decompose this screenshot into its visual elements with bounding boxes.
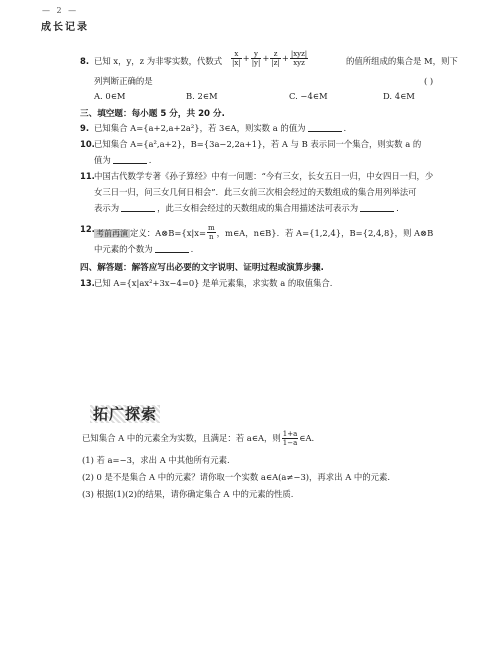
question-9: 9. 已知集合 A={a+2,a+2a²}，若 3∈A，则实数 a 的值为 . xyxy=(80,123,347,133)
question-number: 12. xyxy=(80,224,95,234)
extension-stamp: 拓广探索 xyxy=(90,403,160,424)
question-number: 9. xyxy=(80,123,90,133)
answer-blank[interactable] xyxy=(155,244,189,253)
extension-item-3: (3) 根据(1)(2)的结果，请你确定集合 A 中的元素的性质. xyxy=(82,489,294,499)
option-c: C. −4∈M xyxy=(289,91,328,101)
q10-line2: 值为 . xyxy=(94,155,152,165)
fraction: $\frac{1+a}{1-a}$ xyxy=(282,430,298,447)
section-heading: 四、解答题：解答应写出必要的文字说明、证明过程或演算步骤. xyxy=(80,263,324,273)
option-b: B. 2∈M xyxy=(186,91,218,101)
question-11: 11. 中国古代数学专著《孙子算经》中有一问题：“今有三女，长女五日一归，中女四日一归，少 xyxy=(80,171,434,181)
q11-line2: 女三日一归，问三女几何日相会”．此三女前三次相会经过的天数组成的集合用列举法可 xyxy=(94,187,417,197)
fraction: $\frac{\text{|xyz|}}{\text{xyz}}$ xyxy=(290,50,308,67)
page-number: — 2 — xyxy=(42,6,79,15)
question-number: 8. xyxy=(80,56,90,66)
fraction: $\frac{y}{|y|}$ xyxy=(251,50,261,67)
extension-intro: 已知集合 A 中的元素全为实数，且满足：若 a∈A，则 $\frac{1+a}{1-a}$ ∈A. xyxy=(82,430,315,447)
question-13: 13. 已知 A={x|ax²+3x−4=0} 是单元素集，求实数 a 的取值集合. xyxy=(80,278,333,288)
q12-line2: 中元素的个数为 . xyxy=(94,244,194,254)
question-10: 10. 已知集合 A={a²,a+2}，B={3a−2,2a+1}，若 A 与 B 表示同一个集合，则实数 a 的 xyxy=(80,139,422,149)
section-heading: 三、填空题：每小题 5 分，共 20 分. xyxy=(80,109,225,119)
q8-line2: 列判断正确的是 xyxy=(94,76,153,86)
extension-item-2: (2) 0 是不是集合 A 中的元素？请你取一个实数 a∈A(a≠−3)，再求出 A 中的元素. xyxy=(82,472,391,482)
question-number: 11. xyxy=(80,171,95,181)
question-number: 13. xyxy=(80,278,95,288)
question-number: 10. xyxy=(80,139,95,149)
q8-rest: 的值所组成的集合是 M，则下 xyxy=(346,56,458,66)
answer-blank[interactable] xyxy=(360,203,394,212)
exam-tag: 考前再演 xyxy=(96,229,128,238)
q11-line3: 表示为 ，此三女相会经过的天数组成的集合用描述法可表示为 . xyxy=(94,203,399,213)
question-12: 12. 考前再演 定义：A⊗B={x|x= $\frac{m}{n}$ ，m∈A，n∈B}．若 A={1,2,4}，B={2,4,8}，则 A⊗B xyxy=(80,224,434,241)
q8-intro: 已知 x，y，z 为非零实数，代数式 xyxy=(94,56,223,66)
fraction: $\frac{m}{n}$ xyxy=(207,224,215,241)
answer-paren: ( ) xyxy=(424,76,434,86)
fraction: $\frac{z}{|z|}$ xyxy=(271,50,280,67)
answer-blank[interactable] xyxy=(113,155,147,164)
brand-title: 成长记录 xyxy=(41,22,89,33)
answer-blank[interactable] xyxy=(308,123,342,132)
option-d: D. 4∈M xyxy=(383,91,415,101)
option-a: A. 0∈M xyxy=(94,91,126,101)
answer-blank[interactable] xyxy=(121,203,155,212)
extension-item-1: (1) 若 a=−3，求出 A 中其他所有元素. xyxy=(82,455,230,465)
fraction: $\frac{x}{|x|}$ xyxy=(232,50,241,67)
